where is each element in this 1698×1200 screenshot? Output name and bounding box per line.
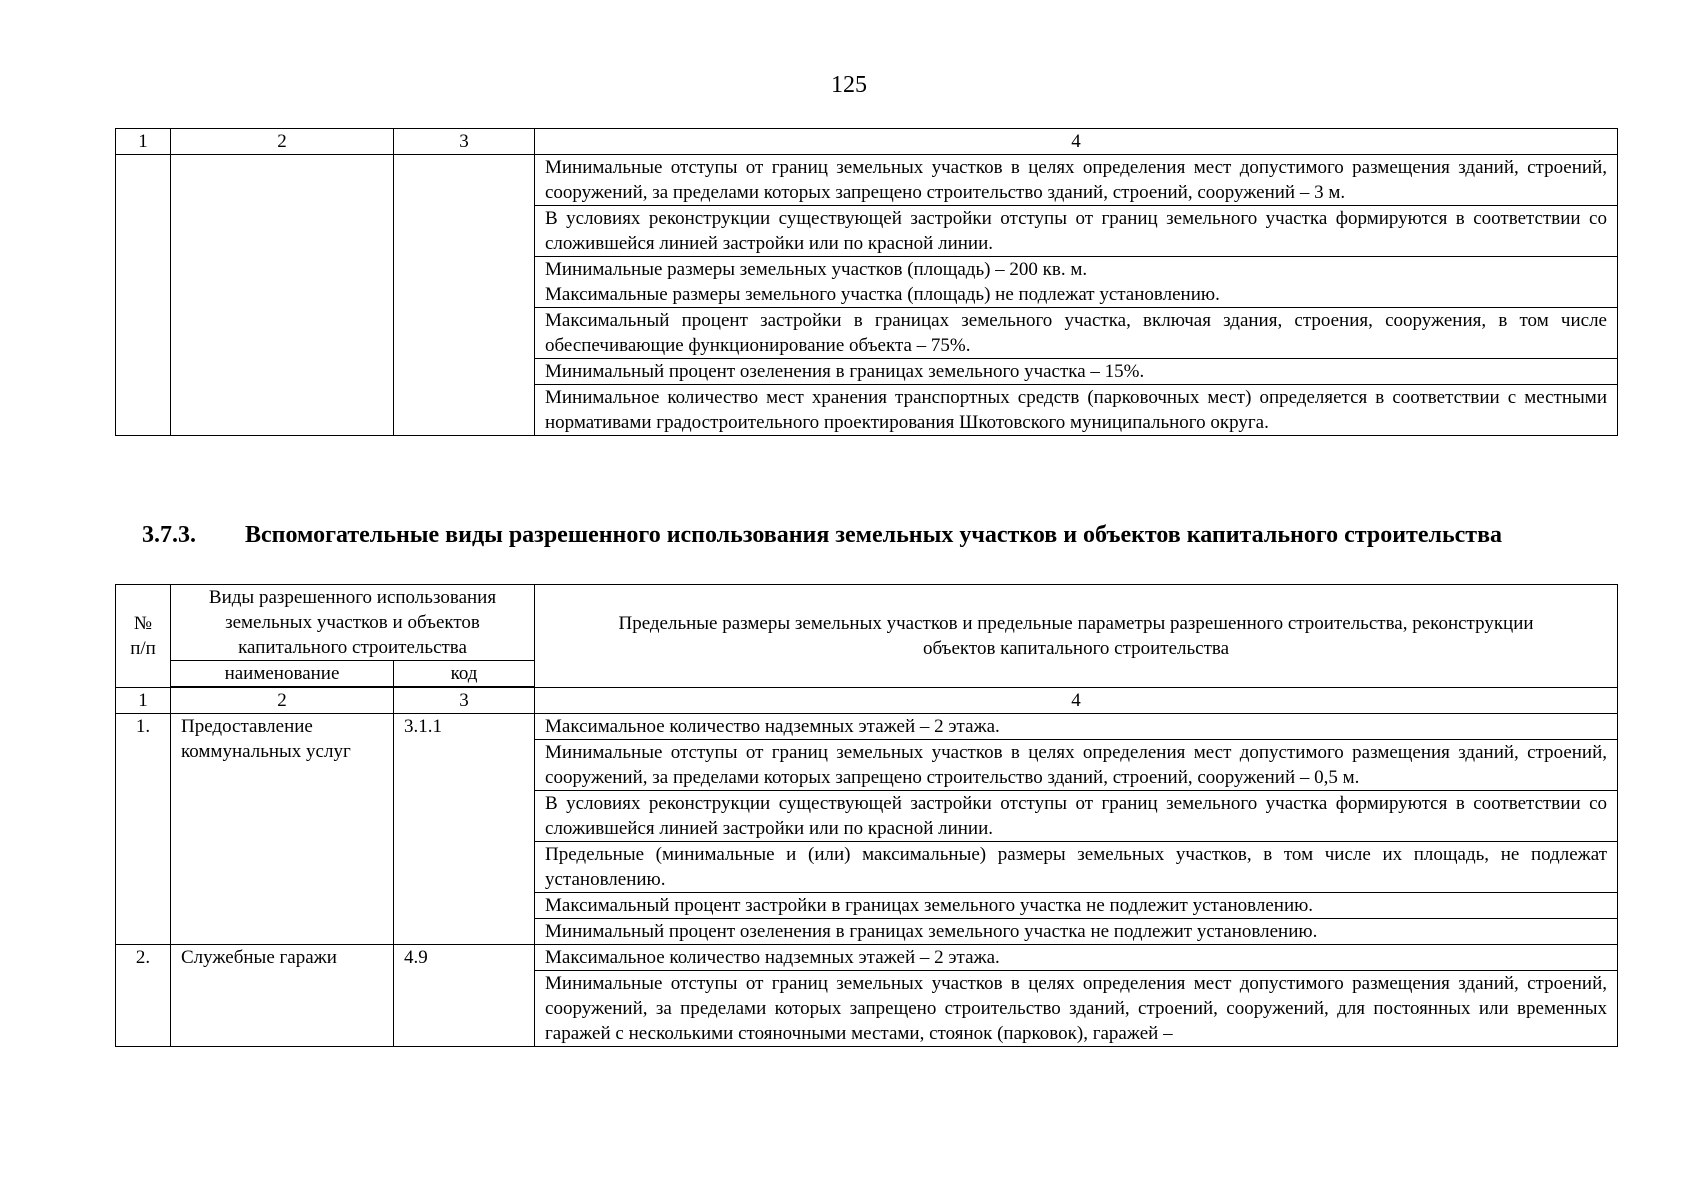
col-number: 2: [171, 129, 394, 155]
param-cell: Минимальные отступы от границ земельных участков в целях определения мест допустимого размещения зданий, строений, сооружений, за пределами которых запрещено строительство зданий, строений, сооружений – 3 м.: [535, 155, 1618, 206]
col-number: 4: [535, 129, 1618, 155]
section-heading: [142, 520, 1618, 550]
table-row: [116, 155, 1618, 206]
col-number: 1: [116, 129, 171, 155]
param-line: Минимальные размеры земельных участков (площадь) – 200 кв. м.: [545, 259, 1088, 280]
header-types: Виды разрешенного использования земельных участков и объектов капитального строительства: [171, 585, 535, 661]
header-code: код: [394, 661, 535, 688]
col-number: 3: [394, 687, 535, 714]
continuation-table: [115, 128, 1618, 436]
page-number: 125: [831, 72, 867, 98]
param-cell: Минимальные отступы от границ земельных участков в целях определения мест допустимого размещения зданий, строений, сооружений, за пределами которых запрещено строительство зданий, строений, сооружений, для постоянных или временных гаражей с несколькими стояночными местами, стоянок (парковок), гаражей –: [535, 971, 1618, 1047]
param-cell: Минимальные отступы от границ земельных участков в целях определения мест допустимого размещения зданий, строений, сооружений, за пределами которых запрещено строительство зданий, строений, сооружений – 0,5 м.: [535, 740, 1618, 791]
param-cell: Минимальное количество мест хранения транспортных средств (парковочных мест) определяется в соответствии с местными нормативами градостроительного проектирования Шкотовского муниципального округа.: [535, 385, 1618, 436]
permitted-use-table: [115, 584, 1618, 1047]
table-header-row: [116, 585, 1618, 661]
col-number: 2: [171, 687, 394, 714]
param-cell: Максимальное количество надземных этажей – 2 этажа.: [535, 714, 1618, 740]
param-cell: Максимальное количество надземных этажей – 2 этажа.: [535, 945, 1618, 971]
section-number: 3.7.3.: [142, 522, 196, 548]
param-cell: Максимальный процент застройки в границах земельного участка, включая здания, строения, сооружения, в том числе обеспечивающие функционирование объекта – 75%.: [535, 308, 1618, 359]
section-title: Вспомогательные виды разрешенного использования земельных участков и объектов капитального строительства: [245, 522, 1503, 548]
param-cell: В условиях реконструкции существующей застройки отступы от границ земельного участка формируются в соответствии со сложившейся линией застройки или по красной линии.: [535, 791, 1618, 842]
use-name: Служебные гаражи: [171, 945, 394, 1047]
table-row: [116, 714, 1618, 740]
col-number: 4: [535, 687, 1618, 714]
param-cell: В условиях реконструкции существующей застройки отступы от границ земельного участка формируются в соответствии со сложившейся линией застройки или по красной линии.: [535, 206, 1618, 257]
param-cell: Предельные (минимальные и (или) максимальные) размеры земельных участков, в том числе их площадь, не подлежат установлению.: [535, 842, 1618, 893]
use-code: 3.1.1: [394, 714, 535, 945]
use-code: 4.9: [394, 945, 535, 1047]
column-number-row: [116, 129, 1618, 155]
param-line: Максимальные размеры земельного участка (площадь) не подлежат установлению.: [545, 284, 1220, 305]
table-row: [116, 945, 1618, 971]
col-number: 3: [394, 129, 535, 155]
header-num: № п/п: [116, 585, 171, 688]
param-cell: [535, 257, 1618, 308]
row-number: 2.: [116, 945, 171, 1047]
column-number-row: [116, 687, 1618, 714]
use-name: Предоставление коммунальных услуг: [171, 714, 394, 945]
param-cell: Минимальный процент озеленения в границах земельного участка – 15%.: [535, 359, 1618, 385]
header-params: Предельные размеры земельных участков и предельные параметры разрешенного строительства, реконструкции объектов капитального строительства: [535, 585, 1618, 688]
param-cell: Минимальный процент озеленения в границах земельного участка не подлежит установлению.: [535, 919, 1618, 945]
param-cell: Максимальный процент застройки в границах земельного участка не подлежит установлению.: [535, 893, 1618, 919]
header-name: наименование: [171, 661, 394, 688]
col-number: 1: [116, 687, 171, 714]
row-number: 1.: [116, 714, 171, 945]
